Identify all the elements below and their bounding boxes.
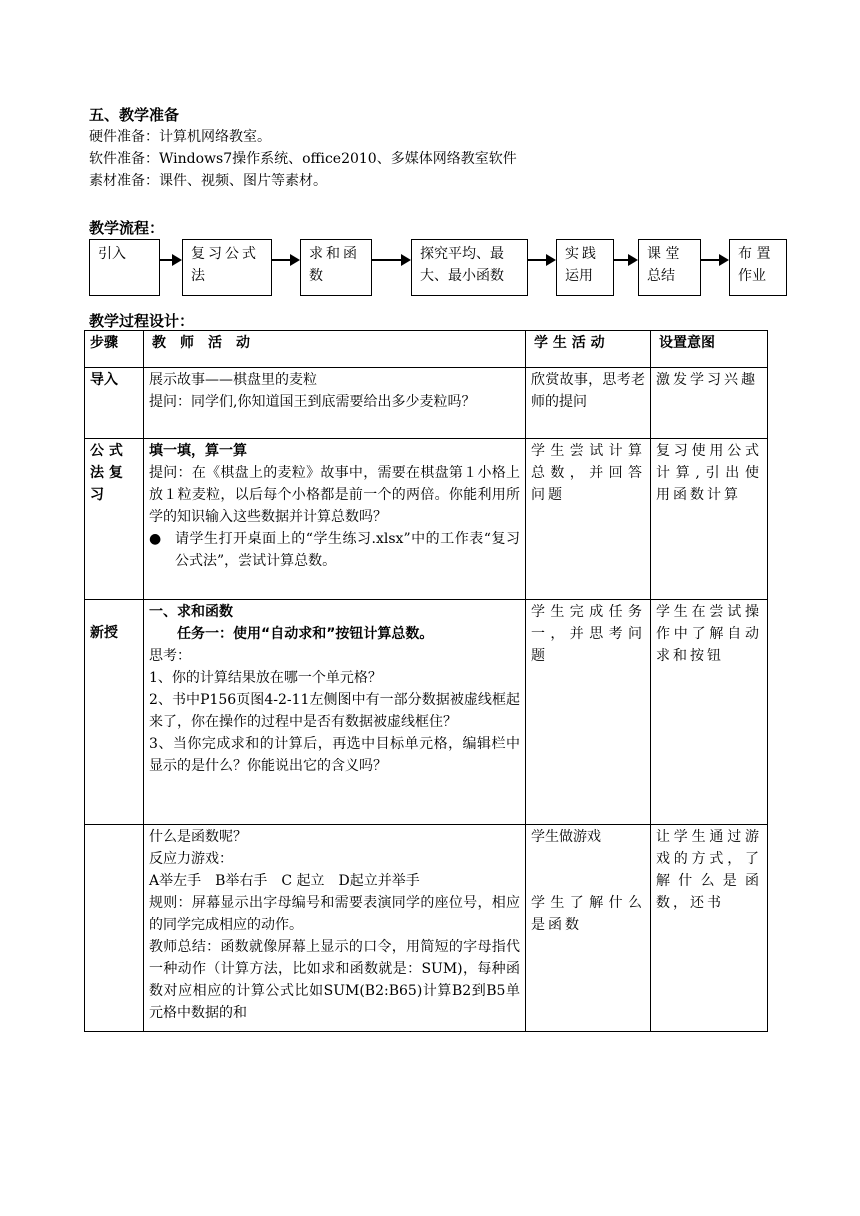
teacher-subtitle: 一、求和函数 [149,604,233,620]
teacher-subtitle: 填一填，算一算 [149,443,247,459]
flow-step-line: 法 [191,268,205,284]
flow-step-practice [556,239,614,296]
section-title-prep: 五、教学准备 [89,106,180,124]
teacher-line: 3、当你完成求和的计算后，再选中目标单元格，编辑栏中显示的是什么？你能说出它的含义吗？ [149,736,520,774]
student-cell: 欣赏故事，思考老师的提问 [526,368,651,439]
flow-arrow-icon [272,253,300,267]
flow-step-summary [638,239,701,296]
table-row [85,439,768,600]
header-step: 步骤 [85,331,144,368]
step-cell: 导入 [85,368,144,439]
teacher-task: 任务一：使用“自动求和”按钮计算总数。 [177,626,434,642]
teacher-bullet [149,528,520,572]
table-row [85,368,768,439]
flow-step-homework [729,239,787,296]
teacher-line: 1、你的计算结果放在哪一个单元格？ [149,670,382,686]
flow-step-line: 大、最小函数 [420,268,504,284]
header-student: 学 生 活 动 [526,331,651,368]
flow-step-line: 复习公式 [191,246,259,262]
step-cell: 公 式 法 复 习 [85,439,144,600]
header-teacher: 教 师 活 动 [144,331,526,368]
student-cell [526,825,651,1032]
intent-cell: 复习使用公式计算,引出使用函数计算 [651,439,768,600]
teacher-line: 提问：在《棋盘上的麦粒》故事中，需要在棋盘第１小格上放１粒麦粒，以后每个小格都是前一个的两倍。你能利用所学的知识输入这些数据并计算总数吗？ [149,465,520,525]
flow-step-line: 作业 [738,268,766,284]
flow-step-line: 课 堂 [647,246,680,262]
flow-step-intro [89,239,160,296]
teacher-line: 提问：同学们,你知道国王到底需要给出多少麦粒吗？ [149,394,476,410]
student-cell: 学生尝试计算总数，并回答问题 [526,439,651,600]
step-cell [85,825,144,1032]
flow-step-line: 运用 [565,268,593,284]
flow-step-line: 总结 [647,268,675,284]
teacher-line: 反应力游戏： [149,851,233,867]
student-cell: 学生完成任务一，并思考问题 [526,600,651,825]
student-line: 学生了解什么是函数 [531,895,645,933]
section-title-design: 教学过程设计： [89,312,195,330]
flow-step-line: 布 置 [738,246,771,262]
flow-arrow-icon [160,253,182,267]
table-row [85,600,768,825]
teacher-bullet-text: 请学生打开桌面上的“学生练习.xlsx”中的工作表“复习公式法”，尝试计算总数。 [175,531,520,569]
flow-arrow-icon [614,253,638,267]
prep-software: 软件准备：Windows7操作系统、office2010、多媒体网络教室软件 [89,151,517,167]
intent-cell: 学生在尝试操作中了解自动求和按钮 [651,600,768,825]
teacher-line: 什么是函数呢？ [149,829,247,845]
step-cell: 新授 [85,600,144,825]
prep-materials: 素材准备：课件、视频、图片等素材。 [89,173,327,189]
flow-step-explore [411,239,528,296]
teacher-line: 展示故事——棋盘里的麦粒 [149,372,317,388]
table-row [85,825,768,1032]
student-line: 学生做游戏 [531,829,601,845]
teacher-line: 思考： [149,648,191,664]
flow-step-line: 探究平均、最 [420,246,504,262]
flow-arrow-icon [528,253,556,267]
flow-arrow-icon [372,253,411,267]
teacher-cell [144,600,526,825]
flow-step-line: 引入 [98,246,126,262]
teacher-cell [144,439,526,600]
bullet-icon: ● [149,531,162,547]
teacher-line: 规则：屏幕显示出字母编号和需要表演同学的座位号，相应的同学完成相应的动作。 [149,895,520,933]
teacher-line: 教师总结：函数就像屏幕上显示的口令，用简短的字母指代一种动作（计算方法，比如求和函数就是：SUM)，每种函数对应相应的计算公式比如SUM(B2:B65)计算B2到B5单元格中数据的和 [149,939,520,1021]
prep-hardware: 硬件准备：计算机网络教室。 [89,129,271,145]
teacher-cell [144,368,526,439]
teacher-line: A举左手 B举右手 C 起立 D起立并举手 [149,873,420,889]
header-intent: 设置意图 [651,331,768,368]
table-header-row [85,331,768,368]
teacher-cell [144,825,526,1032]
intent-cell: 激发学习兴趣 [651,368,768,439]
lesson-design-table [84,330,768,1032]
flow-step-line: 求和函 [309,246,360,262]
flow-step-line: 实践 [565,246,599,262]
intent-cell: 让学生通过游戏的方式，了解什么是函数，还书 [651,825,768,1032]
flow-arrow-icon [701,253,729,267]
teacher-line: 2、书中P156页图4-2-11左侧图中有一部分数据被虚线框起来了，你在操作的过程中是否有数据被虚线框住？ [149,692,520,730]
flow-step-review [182,239,272,296]
section-title-flow: 教学流程： [89,219,165,237]
flow-step-sum [300,239,372,296]
flow-step-line: 数 [309,268,323,284]
